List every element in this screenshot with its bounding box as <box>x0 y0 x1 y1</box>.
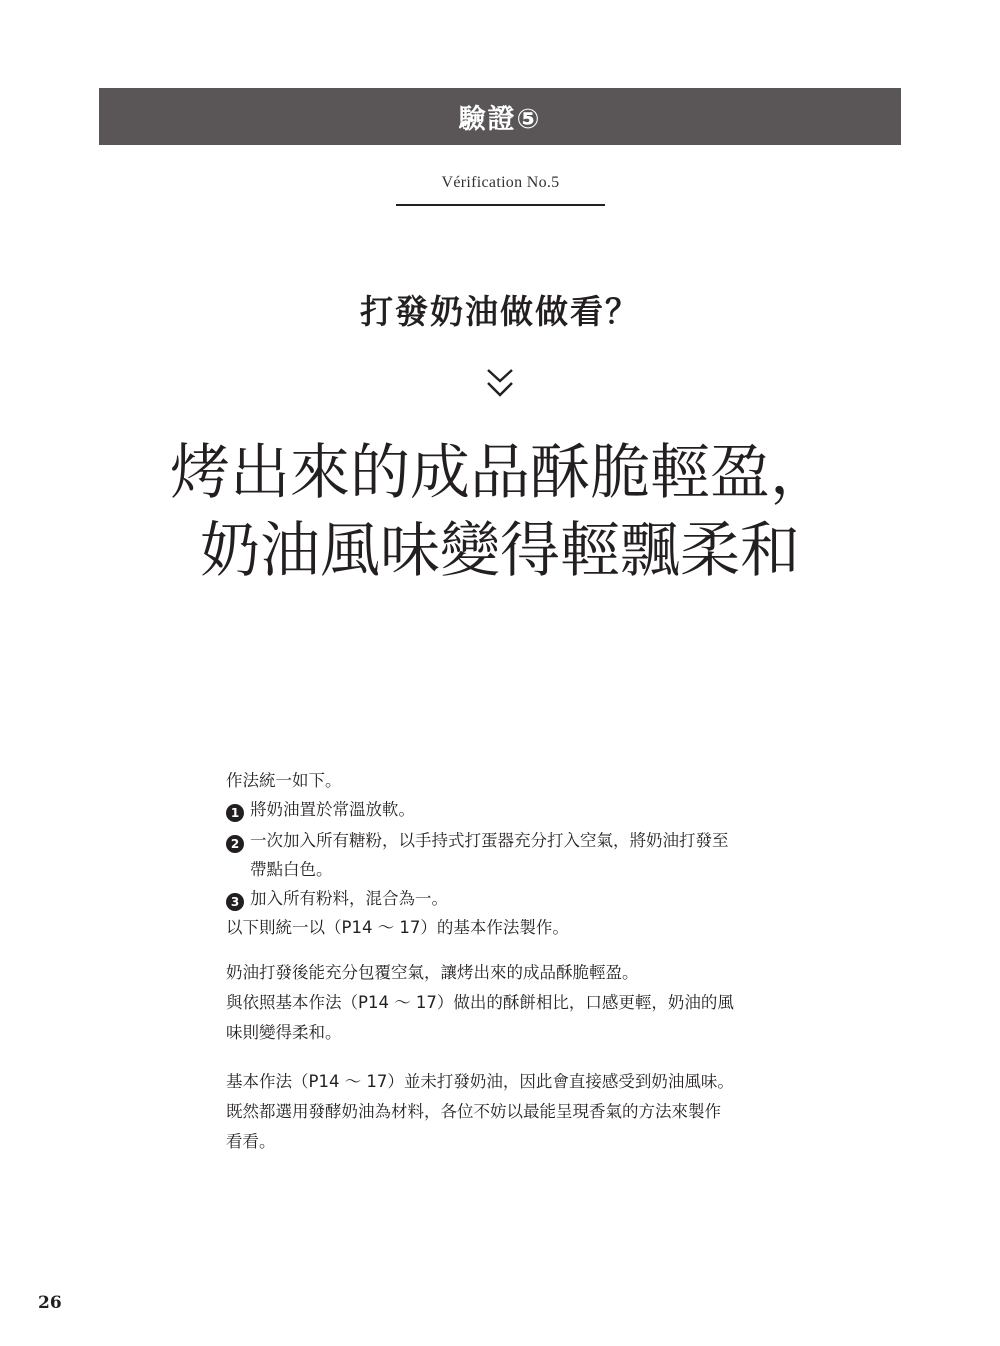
step-number-3: 3 <box>226 893 244 911</box>
step-3-text: 加入所有粉料，混合為一。 <box>250 889 448 908</box>
step-number-1: 1 <box>226 804 244 822</box>
subtitle: Vérification No.5 <box>441 174 560 191</box>
step-1 <box>226 799 415 822</box>
answer-line-2: 奶油風味變得輕飄柔和 <box>200 516 800 586</box>
paragraph-1-line-2: 與依照基本作法（P14 ～ 17）做出的酥餅相比，口感更輕，奶油的風 <box>226 993 734 1012</box>
subtitle-divider <box>396 204 605 206</box>
step-2 <box>226 830 729 853</box>
step-2-continued: 帶點白色。 <box>250 860 333 879</box>
paragraph-2-line-2: 既然都選用發酵奶油為材料，各位不妨以最能呈現香氣的方法來製作 <box>226 1102 721 1121</box>
header-bar <box>99 88 901 145</box>
paragraph-1-line-1: 奶油打發後能充分包覆空氣，讓烤出來的成品酥脆輕盈。 <box>226 963 639 982</box>
method-outro: 以下則統一以（P14 ～ 17）的基本作法製作。 <box>226 918 569 937</box>
paragraph-2-line-1: 基本作法（P14 ～ 17）並未打發奶油，因此會直接感受到奶油風味。 <box>226 1072 734 1091</box>
header-title: 驗證⑤ <box>458 104 542 135</box>
step-3 <box>226 888 448 911</box>
double-chevron-down-icon <box>474 364 526 402</box>
paragraph-2-line-3: 看看。 <box>226 1132 276 1151</box>
question-heading: 打發奶油做做看？ <box>360 292 640 331</box>
step-1-text: 將奶油置於常溫放軟。 <box>250 800 415 819</box>
method-intro: 作法統一如下。 <box>226 771 342 790</box>
page-number: 26 <box>38 1293 62 1313</box>
step-2-text: 一次加入所有糖粉，以手持式打蛋器充分打入空氣，將奶油打發至 <box>250 831 729 850</box>
step-number-2: 2 <box>226 835 244 853</box>
answer-line-1: 烤出來的成品酥脆輕盈， <box>170 438 830 508</box>
paragraph-1-line-3: 味則變得柔和。 <box>226 1023 342 1042</box>
